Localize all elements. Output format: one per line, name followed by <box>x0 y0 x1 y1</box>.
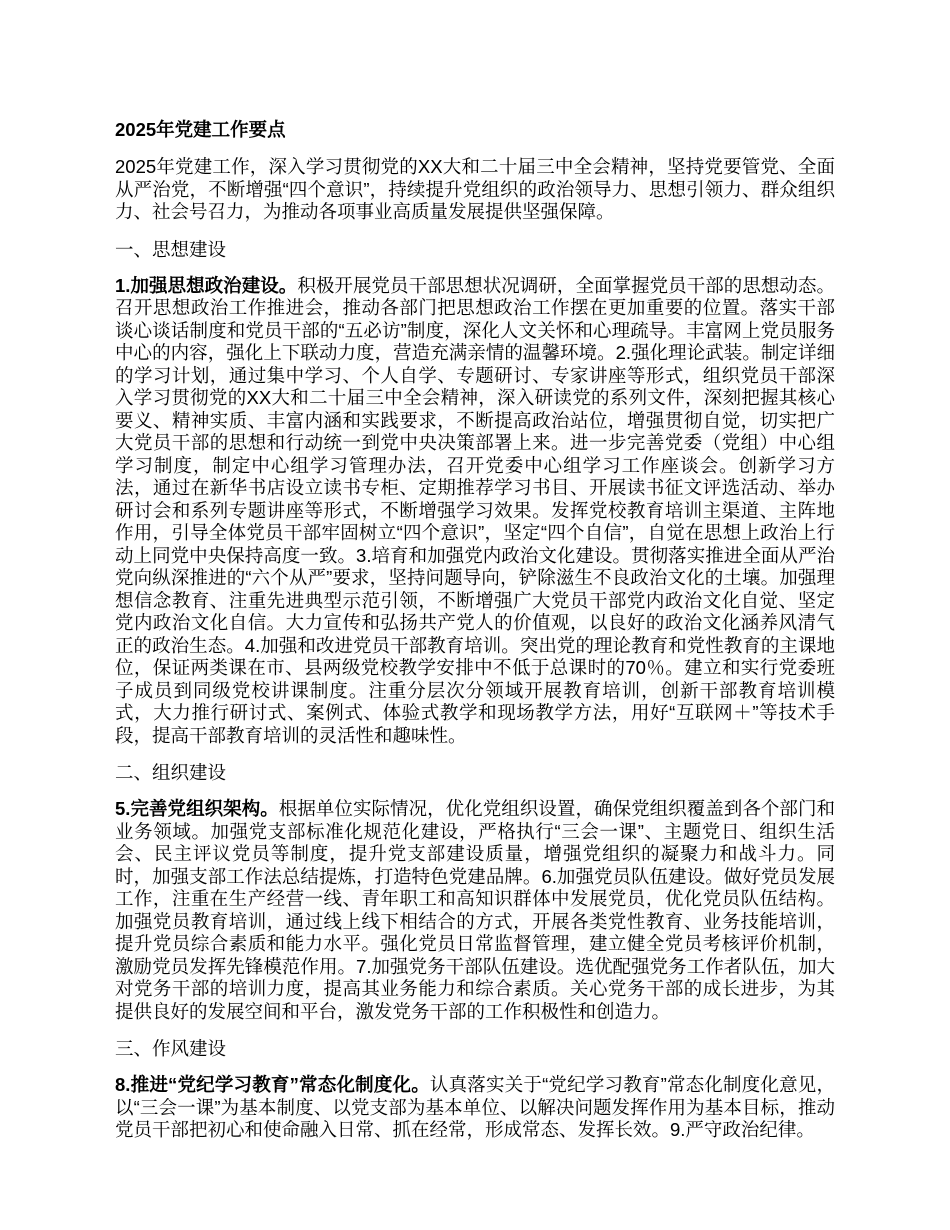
paragraph-lead: 8.推进“党纪学习教育”常态化制度化。 <box>115 1074 430 1095</box>
section-heading-ideology: 一、思想建设 <box>115 238 227 260</box>
section-paragraph-organization <box>115 798 835 1023</box>
paragraph-body: 根据单位实际情况，优化党组织设置，确保党组织覆盖到各个部门和业务领域。加强党支部标准化规范化建设，严格执行“三会一课”、主题党日、组织生活会、民主评议党员等制度，提升党支部建设质量，增强党组织的凝聚力和战斗力。同时，加强支部工作法总结提炼，打造特色党建品牌。6.加强党员队伍建设。做好党员发展工作，注重在生产经营一线、青年职工和高知识群体中发展党员，优化党员队伍结构。加强党员教育培训，通过线上线下相结合的方式，开展各类党性教育、业务技能培训，提升党员综合素质和能力水平。强化党员日常监督管理，建立健全党员考核评价机制，激励党员发挥先锋模范作用。7.加强党务干部队伍建设。选优配强党务工作者队伍，加大对党务干部的培训力度，提高其业务能力和综合素质。关心党务干部的成长进步，为其提供良好的发展空间和平台，激发党务干部的工作积极性和创造力。 <box>115 798 835 1022</box>
document-title: 2025年党建工作要点 <box>115 119 286 140</box>
paragraph-body: 积极开展党员干部思想状况调研，全面掌握党员干部的思想动态。召开思想政治工作推进会，推动各部门把思想政治工作摆在更加重要的位置。落实干部谈心谈话制度和党员干部的“五必访”制度，深化人文关怀和心理疏导。丰富网上党员服务中心的内容，强化上下联动力度，营造充满亲情的温馨环境。2.强化理论武装。制定详细的学习计划，通过集中学习、个人自学、专题研讨、专家讲座等形式，组织党员干部深入学习贯彻党的XX大和二十届三中全会精神，深入研读党的系列文件，深刻把握其核心要义、精神实质、丰富内涵和实践要求，不断提高政治站位，增强贯彻自觉，切实把广大党员干部的思想和行动统一到党中央决策部署上来。进一步完善党委（党组）中心组学习制度，制定中心组学习管理办法，召开党委中心组学习工作座谈会。创新学习方法，通过在新华书店设立读书专柜、定期推荐学习书目、开展读书征文评选活动、举办研讨会和系列专题讲座等形式，不断增强学习效果。发挥党校教育培训主渠道、主阵地作用，引导全体党员干部牢固树立“四个意识”，坚定“四个自信”，自觉在思想上政治上行动上同党中央保持高度一致。3.培育和加强党内政治文化建设。贯彻落实推进全面从严治党向纵深推进的“六个从严”要求，坚持问题导向，铲除滋生不良政治文化的土壤。加强理想信念教育、注重先进典型示范引领，不断增强广大党员干部党内政治文化自觉、坚定党内政治文化自信。大力宣传和弘扬共产党人的价值观，以良好的政治文化涵养风清气正的政治生态。4.加强和改进党员干部教育培训。突出党的理论教育和党性教育的主课地位，保证两类课在市、县两级党校教学安排中不低于总课时的70％。建立和实行党委班子成员到同级党校讲课制度。注重分层次分领域开展教育培训，创新干部教育培训模式，大力推行研讨式、案例式、体验式教学和现场教学方法，用好“互联网＋”等技术手段，提高干部教育培训的灵活性和趣味性。 <box>115 274 835 746</box>
paragraph-lead: 5.完善党组织架构。 <box>115 798 279 819</box>
paragraph-lead: 1.加强思想政治建设。 <box>115 274 298 296</box>
section-heading-conduct: 三、作风建设 <box>115 1038 227 1059</box>
section-heading-organization: 二、组织建设 <box>115 762 227 783</box>
intro-paragraph: 2025年党建工作，深入学习贯彻党的XX大和二十届三中全会精神，坚持党要管党、全面从严治党，不断增强“四个意识”，持续提升党组织的政治领导力、思想引领力、群众组织力、社会号召力，为推动各项事业高质量发展提供坚强保障。 <box>115 156 835 222</box>
paragraph-body: 认真落实关于“党纪学习教育”常态化制度化意见，以“三会一课”为基本制度、以党支部为基本单位、以解决问题发挥作用为基本目标，推动党员干部把初心和使命融入日常、抓在经常，形成常态、发挥长效。9.严守政治纪律。 <box>115 1074 835 1140</box>
section-paragraph-conduct <box>115 1074 835 1142</box>
section-paragraph-ideology <box>115 275 835 748</box>
